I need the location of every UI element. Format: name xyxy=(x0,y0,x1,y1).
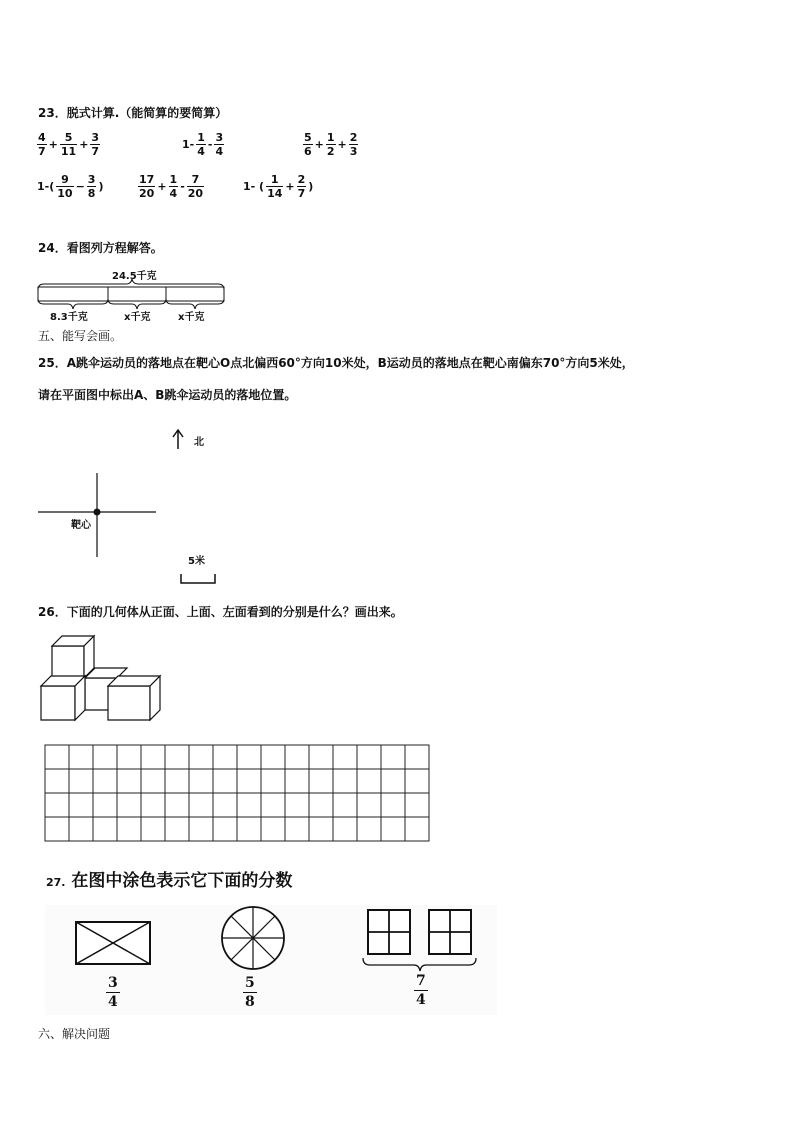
section-5-heading: 五、能写会画。 xyxy=(38,329,123,343)
q24-total-label: 24.5千克 xyxy=(112,271,157,282)
fraction: $\frac{17}{20}$ xyxy=(139,173,155,200)
fraction: $\frac{1}{2}$ xyxy=(326,131,335,158)
fraction: $\frac{2}{7}$ xyxy=(297,173,306,200)
fraction-three-quarters: 3 4 xyxy=(108,975,118,1010)
fraction-seven-quarters: 7 4 xyxy=(416,973,426,1008)
q23-expr-3: $\frac{5}{6}$ + $\frac{1}{2}$ + $\frac{2}{3}$ xyxy=(304,131,358,158)
q24-title: 24．看图列方程解答。 xyxy=(38,241,163,255)
circle-eighths-shape[interactable] xyxy=(222,907,284,969)
q23-expr-1: $\frac{4}{7}$ + $\frac{5}{11}$ + $\frac{3}{7}$ xyxy=(38,131,100,158)
q23-expr-6: 1- ( $\frac{1}{14}$ + $\frac{2}{7}$ ) xyxy=(243,173,314,200)
north-label: 北 xyxy=(194,437,204,448)
fraction: $\frac{7}{20}$ xyxy=(187,173,204,200)
target-center-label: 靶心 xyxy=(71,520,91,531)
fraction: $\frac{1}{14}$ xyxy=(267,173,283,200)
fraction: $\frac{1}{4}$ xyxy=(169,173,178,200)
fraction: $\frac{5}{6}$ xyxy=(304,131,312,158)
fraction: $\frac{3}{4}$ xyxy=(215,131,224,158)
q24-seg1-label: 8.3千克 xyxy=(50,312,88,323)
fraction: $\frac{9}{10}$ xyxy=(57,173,73,200)
q23-title: 23．脱式计算.（能简算的要简算） xyxy=(38,106,228,120)
q25-line1: 25．A跳伞运动员的落地点在靶心O点北偏西60°方向10米处，B运动员的落地点在靶心南偏东70°方向5米处， xyxy=(38,356,634,370)
q23-expr-5: $\frac{17}{20}$ + $\frac{1}{4}$ - $\frac{7}{20}$ xyxy=(139,173,204,200)
q27-number: 27. xyxy=(46,876,66,889)
rectangle-quarters-shape[interactable] xyxy=(76,922,150,964)
section-6-heading: 六、解决问题 xyxy=(38,1027,111,1041)
q23-expr-4: 1-( $\frac{9}{10}$ − $\frac{3}{8}$ ) xyxy=(37,173,104,200)
fraction: $\frac{3}{7}$ xyxy=(91,131,100,158)
fraction-five-eighths: 5 8 xyxy=(245,975,255,1010)
q23-expr-2: 1- $\frac{1}{4}$ - $\frac{3}{4}$ xyxy=(182,131,224,158)
fraction: $\frac{5}{11}$ xyxy=(60,131,77,158)
q24-seg3-label: x千克 xyxy=(178,312,205,323)
fraction: $\frac{3}{8}$ xyxy=(87,173,96,200)
q26-title: 26．下面的几何体从正面、上面、左面看到的分别是什么？画出来。 xyxy=(38,605,403,619)
q25-line2: 请在平面图中标出A、B跳伞运动员的落地位置。 xyxy=(38,388,297,402)
fraction: $\frac{2}{3}$ xyxy=(349,131,358,158)
q24-seg2-label: x千克 xyxy=(124,312,151,323)
q27-text: 在图中涂色表示它下面的分数 xyxy=(71,871,293,891)
fraction: $\frac{1}{4}$ xyxy=(197,131,205,158)
scale-label: 5米 xyxy=(188,556,205,567)
fraction: $\frac{4}{7}$ xyxy=(38,131,46,158)
